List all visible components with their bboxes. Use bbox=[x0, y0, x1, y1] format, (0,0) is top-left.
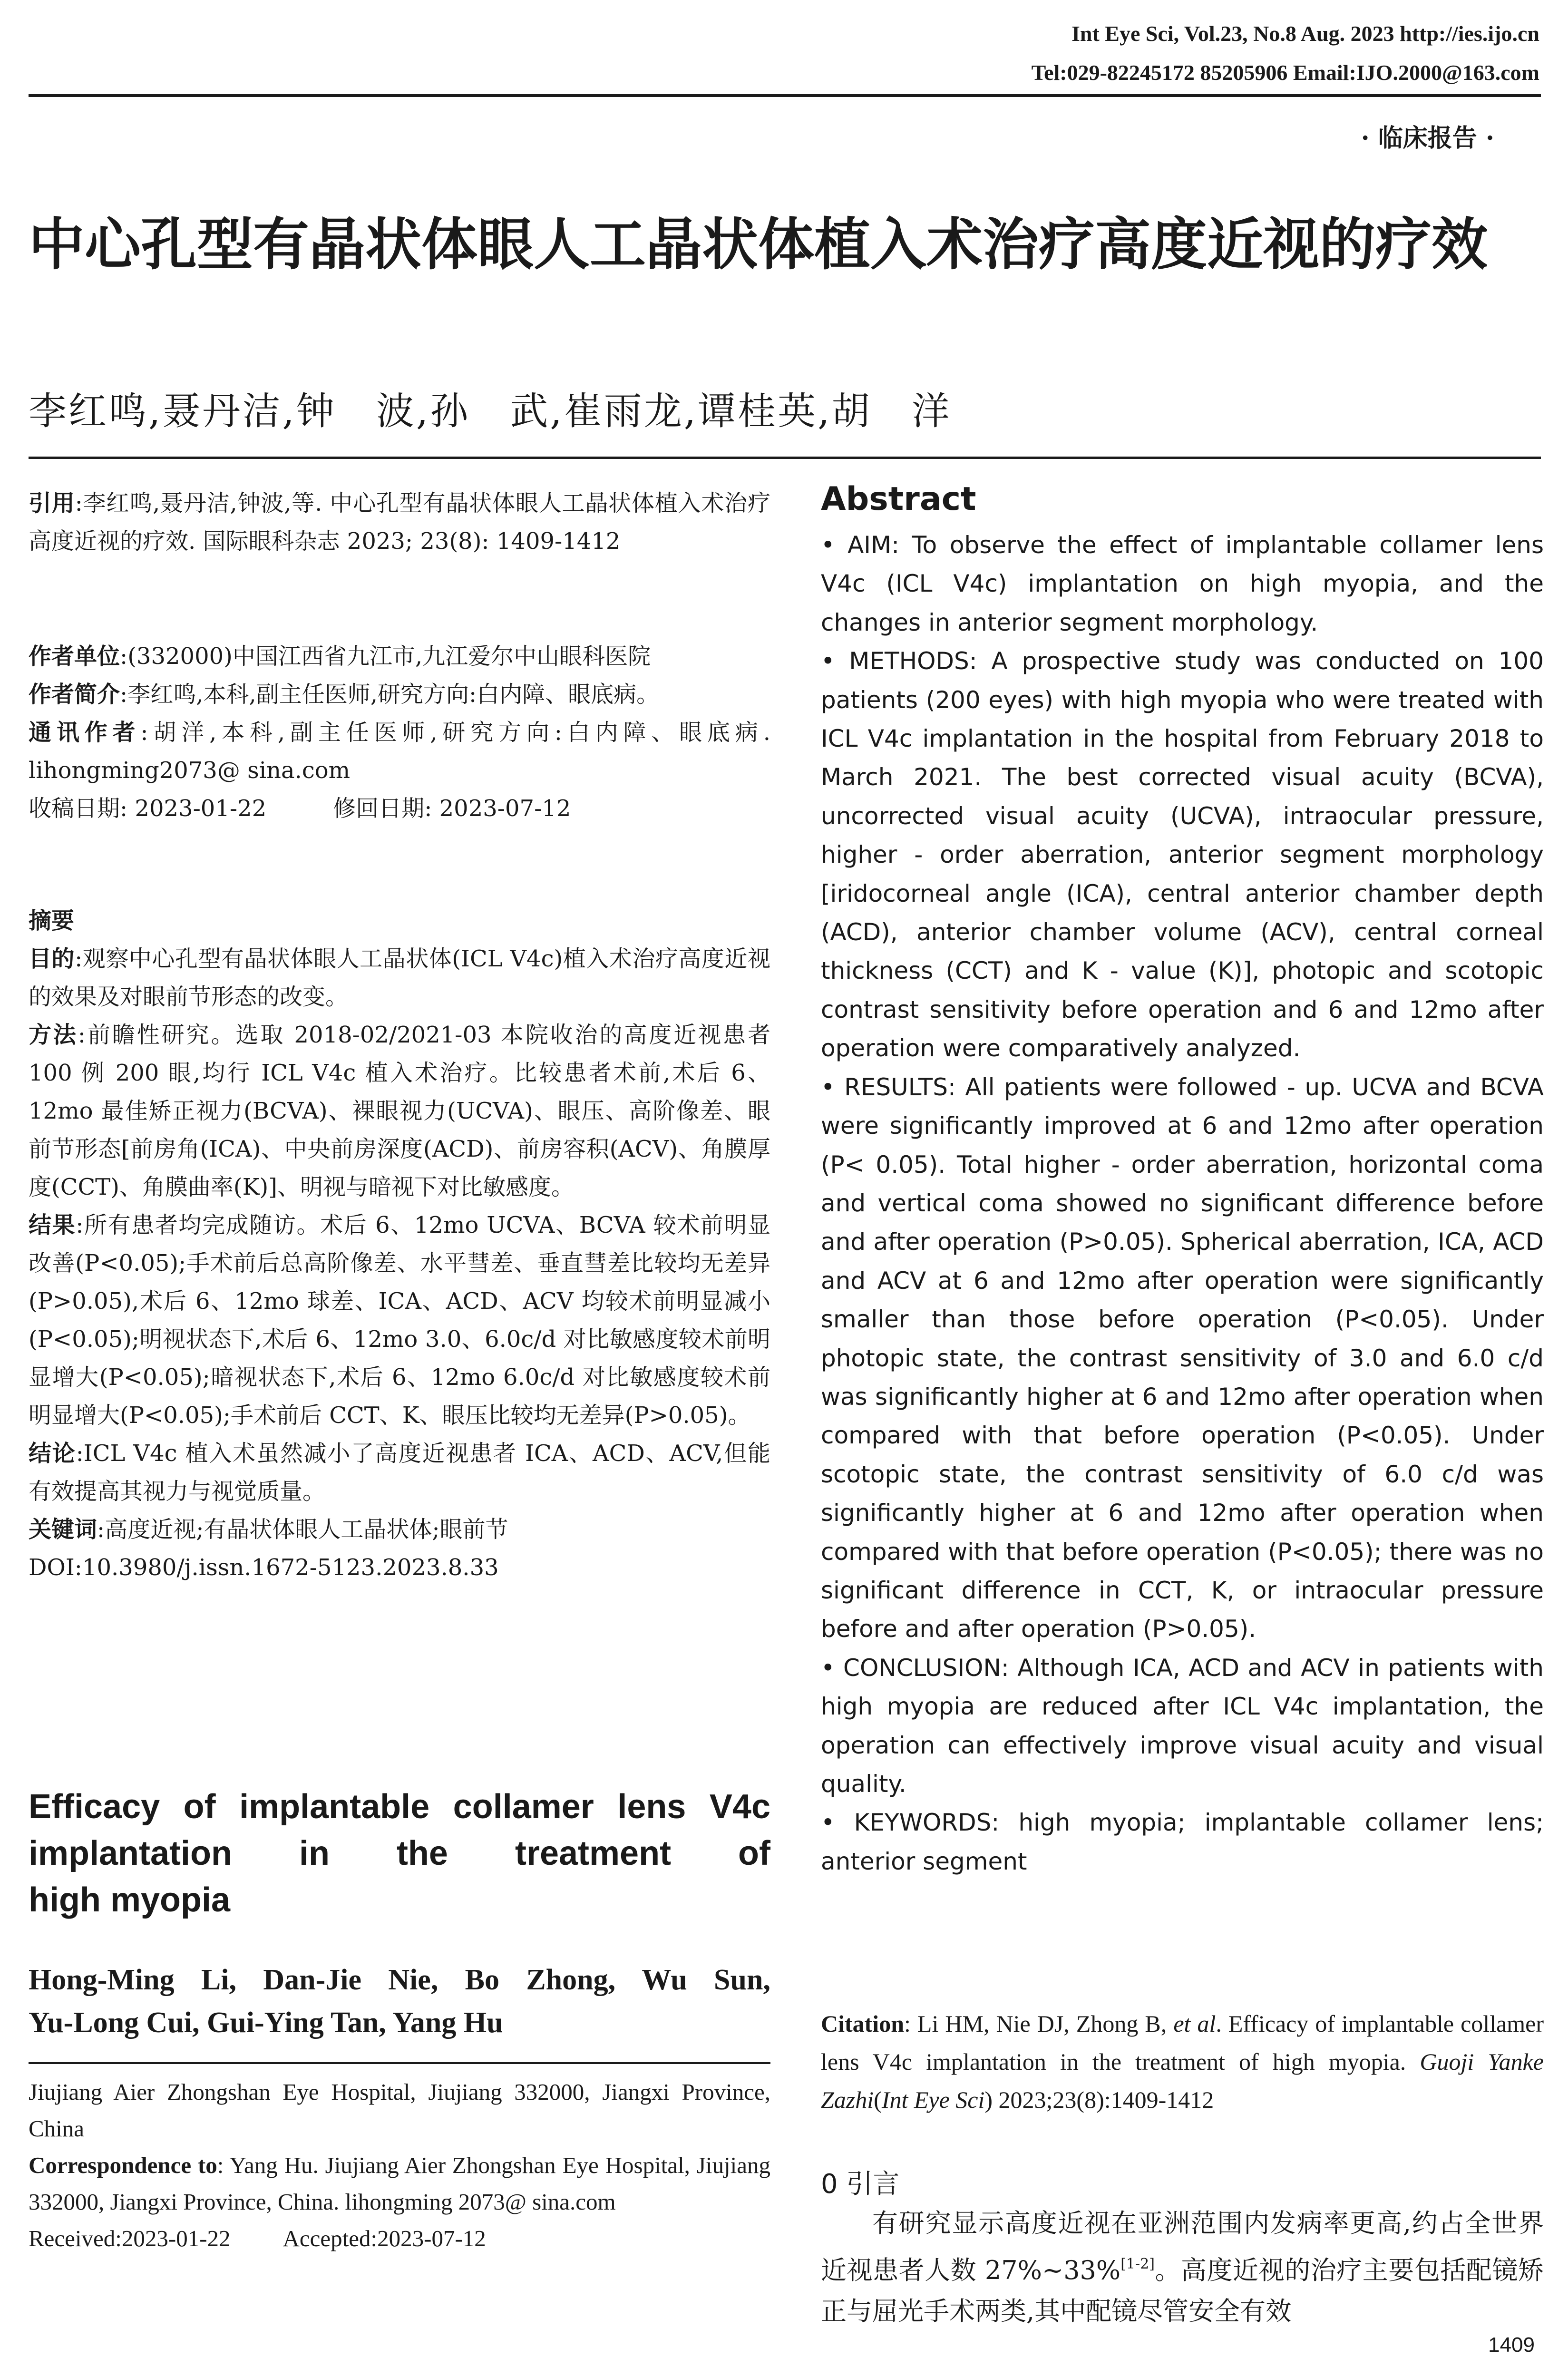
aim-en-text: : To observe the effect of implantable collamer lens V4c (ICL V4c) implantation on high myopia, and the changes in anterior segment morphology. bbox=[821, 531, 1544, 636]
intro-paragraph bbox=[821, 2203, 1544, 2332]
citation-en-journal: Guoji Yanke Zazhi bbox=[821, 2048, 1544, 2113]
intro-text-b: 。高度近视的治疗主要包括配镜矫正与屈光手术两类,其中配镜尽管安全有效 bbox=[821, 2255, 1544, 2326]
doi: DOI:10.3980/j.issn.1672-5123.2023.8.33 bbox=[29, 1554, 499, 1581]
authors-en-line2: Yu-Long Cui, Gui-Ying Tan, Yang Hu bbox=[29, 2007, 503, 2039]
conclusion-cn-label: 结论 bbox=[29, 1440, 76, 1467]
conclusion-en-text: : Although ICA, ACD and ACV in patients with high myopia are reduced after ICL V4c implantation, the operation can effectively improve visual acuity and visual quality. bbox=[821, 1654, 1544, 1798]
page-number: 1409 bbox=[1488, 2333, 1535, 2357]
methods-cn-label: 方法 bbox=[29, 1022, 78, 1048]
abstract-en-heading: Abstract bbox=[821, 480, 976, 518]
bio-cn-text: :李红鸣,本科,副主任医师,研究方向:白内障、眼底病。 bbox=[120, 681, 660, 708]
citation-cn-text: :李红鸣,聂丹洁,钟波,等. 中心孔型有晶状体眼人工晶状体植入术治疗高度近视的疗效. 国际眼科杂志 2023; 23(8): 1409-1412 bbox=[29, 490, 770, 555]
abstract-cn bbox=[29, 902, 770, 1587]
article-title-cn: 中心孔型有晶状体眼人工晶状体植入术治疗高度近视的疗效 bbox=[29, 212, 1488, 277]
abstract-cn-heading: 摘要 bbox=[29, 907, 75, 934]
conclusion-en-label: • CONCLUSION bbox=[821, 1654, 1001, 1682]
affiliation-en-block bbox=[29, 2074, 770, 2257]
bio-cn-label: 作者简介 bbox=[29, 681, 120, 708]
keywords-en-label: • KEYWORDS bbox=[821, 1809, 992, 1837]
citation-en bbox=[821, 2005, 1544, 2119]
authors-en-rule bbox=[29, 2062, 770, 2064]
journal-header-line2: Tel:029-82245172 85205906 Email:IJO.2000@163.com bbox=[1031, 60, 1539, 85]
title-en-line1: Efficacy of implantable collamer lens V4c bbox=[29, 1788, 770, 1826]
title-en-line2: implantation in the treatment of bbox=[29, 1834, 770, 1872]
citation-cn bbox=[29, 484, 770, 560]
authors-cn: 李红鸣,聂丹洁,钟 波,孙 武,崔雨龙,谭桂英,胡 洋 bbox=[29, 389, 952, 433]
results-cn-text: :所有患者均完成随访。术后 6、12mo UCVA、BCVA 较术前明显改善(P<0.05);手术前后总高阶像差、水平彗差、垂直彗差比较均无差异(P>0.05),术后 6、12mo 球差、ICA、ACD、ACV 均较术前明显减小(P<0.05);明视状态下,术后 6、12mo 3.0、6.0c/d 对比敏感度较术前明显增大(P<0.05);暗视状态下,术后 6、12mo 6.0c/d 对比敏感度较术前明显增大(P<0.05);手术前后 CCT、K、眼压比较均无差异(P>0.05)。 bbox=[29, 1212, 770, 1429]
affiliation-cn-text: :(332000)中国江西省九江市,九江爱尔中山眼科医院 bbox=[120, 643, 651, 670]
received-date-cn: 收稿日期: 2023-01-22 bbox=[29, 795, 267, 822]
conclusion-cn-text: :ICL V4c 植入术虽然减小了高度近视患者 ICA、ACD、ACV,但能有效提高其视力与视觉质量。 bbox=[29, 1440, 770, 1505]
citation-en-journal-en: Int Eye Sci bbox=[881, 2086, 985, 2113]
affiliation-en: Jiujiang Aier Zhongshan Eye Hospital, Jiujiang 332000, Jiangxi Province, China bbox=[29, 2079, 770, 2142]
methods-en-label: • METHODS bbox=[821, 647, 969, 675]
intro-heading: 0 引言 bbox=[821, 2169, 900, 2200]
citation-en-authors: : Li HM, Nie DJ, Zhong B, bbox=[904, 2010, 1174, 2037]
citation-en-volume: ) 2023;23(8):1409-1412 bbox=[984, 2086, 1214, 2113]
corresponding-cn-label: 通讯作者 bbox=[29, 719, 141, 746]
header-rule bbox=[29, 94, 1541, 97]
intro-text-a: 有研究显示高度近视在亚洲范围内发病率更高,约占全世界近视患者人数 27%~33% bbox=[821, 2208, 1544, 2285]
revised-date-cn: 修回日期: 2023-07-12 bbox=[333, 795, 571, 822]
citation-en-paren: ( bbox=[874, 2086, 882, 2113]
corresponding-en-label: Correspondence to bbox=[29, 2152, 217, 2178]
received-date-en: Received:2023-01-22 bbox=[29, 2225, 231, 2251]
article-title-en bbox=[29, 1783, 770, 1923]
methods-cn-text: :前瞻性研究。选取 2018-02/2021-03 本院收治的高度近视患者 100 例 200 眼,均行 ICL V4c 植入术治疗。比较患者术前,术后 6、12mo 最佳矫正视力(BCVA)、裸眼视力(UCVA)、眼压、高阶像差、眼前节形态[前房角(ICA)、中央前房深度(ACD)、前房容积(ACV)、角膜厚度(CCT)、角膜曲率(K)]、明视与暗视下对比敏感度。 bbox=[29, 1022, 770, 1200]
results-en-label: • RESULTS bbox=[821, 1073, 948, 1101]
intro-reference: [1-2] bbox=[1120, 2256, 1155, 2272]
section-tag: · 临床报告 · bbox=[1361, 124, 1494, 153]
citation-en-title: . Efficacy of implantable collamer lens V4c implantation in the treatment of high myopia. bbox=[821, 2010, 1544, 2075]
results-en-text: : All patients were followed - up. UCVA and BCVA were significantly improved at 6 and 12mo after operation (P< 0.05). Total higher - order aberration, horizontal coma and vertical coma showed no significant difference before and after operation (P>0.05). Spherical aberration, ICA, ACD and ACV at 6 and 12mo after operation were significantly smaller than those before operation (P<0.05). Under photopic state, the contrast sensitivity of 3.0 and 6.0 c/d was significantly higher at 6 and 12mo after operation when compared with that before operation (P<0.05). Under scotopic state, the contrast sensitivity of 6.0 c/d was significantly higher at 6 and 12mo after operation when compared with that before operation (P<0.05); there was no significant difference in CCT, K, or intraocular pressure before and after operation (P>0.05). bbox=[821, 1073, 1544, 1643]
authors-en bbox=[29, 1958, 770, 2044]
authors-en-line1: Hong-Ming Li, Dan-Jie Nie, Bo Zhong, Wu Sun, bbox=[29, 1964, 770, 1996]
author-info-cn bbox=[29, 637, 770, 828]
citation-en-etal: et al bbox=[1173, 2010, 1216, 2037]
corresponding-en-text: : Yang Hu. Jiujiang Aier Zhongshan Eye Hospital, Jiujiang 332000, Jiangxi Province, China. lihongming 2073@ sina.com bbox=[29, 2152, 770, 2215]
title-en-line3: high myopia bbox=[29, 1881, 231, 1919]
journal-header-line1: Int Eye Sci, Vol.23, No.8 Aug. 2023 http://ies.ijo.cn bbox=[1071, 21, 1539, 46]
methods-en-text: : A prospective study was conducted on 100 patients (200 eyes) with high myopia who were treated with ICL V4c implantation in the hospital from February 2018 to March 2021. The best corrected visual acuity (BCVA), uncorrected visual acuity (UCVA), intraocular pressure, higher - order aberration, anterior segment morphology [iridocorneal angle (ICA), central anterior chamber depth (ACD), anterior chamber volume (ACV), central corneal thickness (CCT) and K - value (K)], photopic and scotopic contrast sensitivity before operation and 6 and 12mo after operation were comparatively analyzed. bbox=[821, 647, 1544, 1062]
citation-cn-label: 引用 bbox=[29, 490, 75, 516]
accepted-date-en: Accepted:2023-07-12 bbox=[282, 2225, 486, 2251]
keywords-en-text: : high myopia; implantable collamer lens; anterior segment bbox=[821, 1809, 1544, 1875]
aim-cn-label: 目的 bbox=[29, 945, 75, 972]
aim-cn-text: :观察中心孔型有晶状体眼人工晶状体(ICL V4c)植入术治疗高度近视的效果及对眼前节形态的改变。 bbox=[29, 945, 770, 1010]
title-rule bbox=[29, 457, 1541, 459]
corresponding-cn-text: :胡洋,本科,副主任医师,研究方向:白内障、眼底病. lihongming2073@ sina.com bbox=[29, 719, 770, 784]
aim-en-label: • AIM bbox=[821, 531, 892, 559]
affiliation-cn-label: 作者单位 bbox=[29, 643, 120, 670]
keywords-cn-label: 关键词 bbox=[29, 1516, 97, 1543]
citation-en-label: Citation bbox=[821, 2010, 904, 2037]
results-cn-label: 结果 bbox=[29, 1212, 76, 1238]
abstract-en bbox=[821, 526, 1544, 1881]
keywords-cn-text: :高度近视;有晶状体眼人工晶状体;眼前节 bbox=[97, 1516, 508, 1543]
